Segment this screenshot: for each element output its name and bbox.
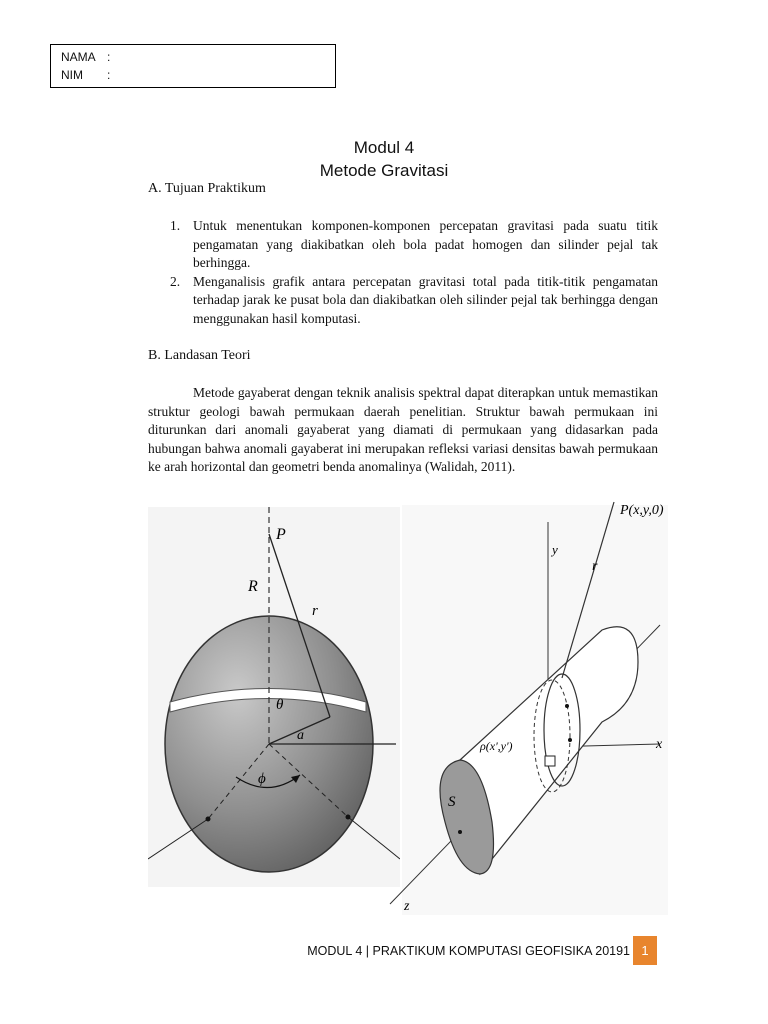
sphere-label-theta: θ <box>276 697 284 713</box>
list-item-text: Menganalisis grafik antara percepatan gravitasi total pada titik-titik pengamatan terhadap jarak ke pusat bola dan diakibatkan oleh silinder pejal tak berhingga dengan menggunakan hasil komputasi. <box>193 273 658 326</box>
cyl-label-x: x <box>656 737 663 752</box>
student-id-box <box>50 44 336 88</box>
list-item-number: 1. <box>170 218 181 233</box>
page-number-badge: 1 <box>633 936 657 965</box>
nim-separator: : <box>107 68 111 82</box>
mass-element <box>545 756 555 766</box>
list-item-number: 2. <box>170 273 181 289</box>
cylinder-gravity-figure <box>370 492 670 922</box>
name-label: NAMA <box>61 50 96 64</box>
cyl-label-p: P(x,y,0) <box>620 503 664 518</box>
sphere-label-phi: ϕ <box>258 771 266 787</box>
nim-row <box>61 67 110 83</box>
point-right <box>346 815 351 820</box>
section-b-heading: B. Landasan Teori <box>148 348 251 363</box>
slice-point-top <box>565 704 569 708</box>
list-item-text: Untuk menentukan komponen-komponen percepatan gravitasi pada suatu titik pengamatan yang diakibatkan oleh bola padat homogen dan silinder pejal tak berhingga. <box>193 218 658 271</box>
section-a-heading: A. Tujuan Praktikum <box>148 181 266 196</box>
name-separator: : <box>107 50 111 64</box>
list-item <box>148 217 658 273</box>
sphere-label-r-upper: R <box>248 578 258 595</box>
name-row <box>61 49 110 65</box>
list-item <box>148 273 658 329</box>
cyl-label-rho: ρ(x',y') <box>480 739 513 753</box>
nim-label: NIM <box>61 68 83 82</box>
sphere-gravity-figure <box>148 507 400 887</box>
cyl-label-z: z <box>404 899 410 914</box>
cyl-label-s: S <box>448 794 456 810</box>
sphere-label-r: r <box>312 603 318 619</box>
slice-point-mid <box>568 738 572 742</box>
module-title: Modul 4 <box>353 138 415 157</box>
end-point <box>458 830 462 834</box>
sphere-label-p: P <box>276 526 286 543</box>
cyl-label-r: r <box>592 559 598 574</box>
objective-list <box>148 217 658 329</box>
sphere-label-a: a <box>297 728 304 743</box>
cyl-label-y: y <box>552 542 558 557</box>
page-footer: MODUL 4 | PRAKTIKUM KOMPUTASI GEOFISIKA 20191 <box>307 944 630 958</box>
theory-paragraph: Metode gayaberat dengan teknik analisis spektral dapat diterapkan untuk memastikan struktur geologi bawah permukaan daerah penelitian. Struktur bawah permukaan ini diturunkan dari anomali gayaberat yang diamati di permukaan yang didasarkan pada hubungan bahwa anomali gayaberat ini merupakan refleksi variasi densitas bawah permukaan ke arah horizontal dan geometri benda anomalinya (Walidah, 2011). <box>148 385 658 475</box>
point-left <box>206 817 211 822</box>
module-subtitle: Metode Gravitasi <box>319 161 449 180</box>
